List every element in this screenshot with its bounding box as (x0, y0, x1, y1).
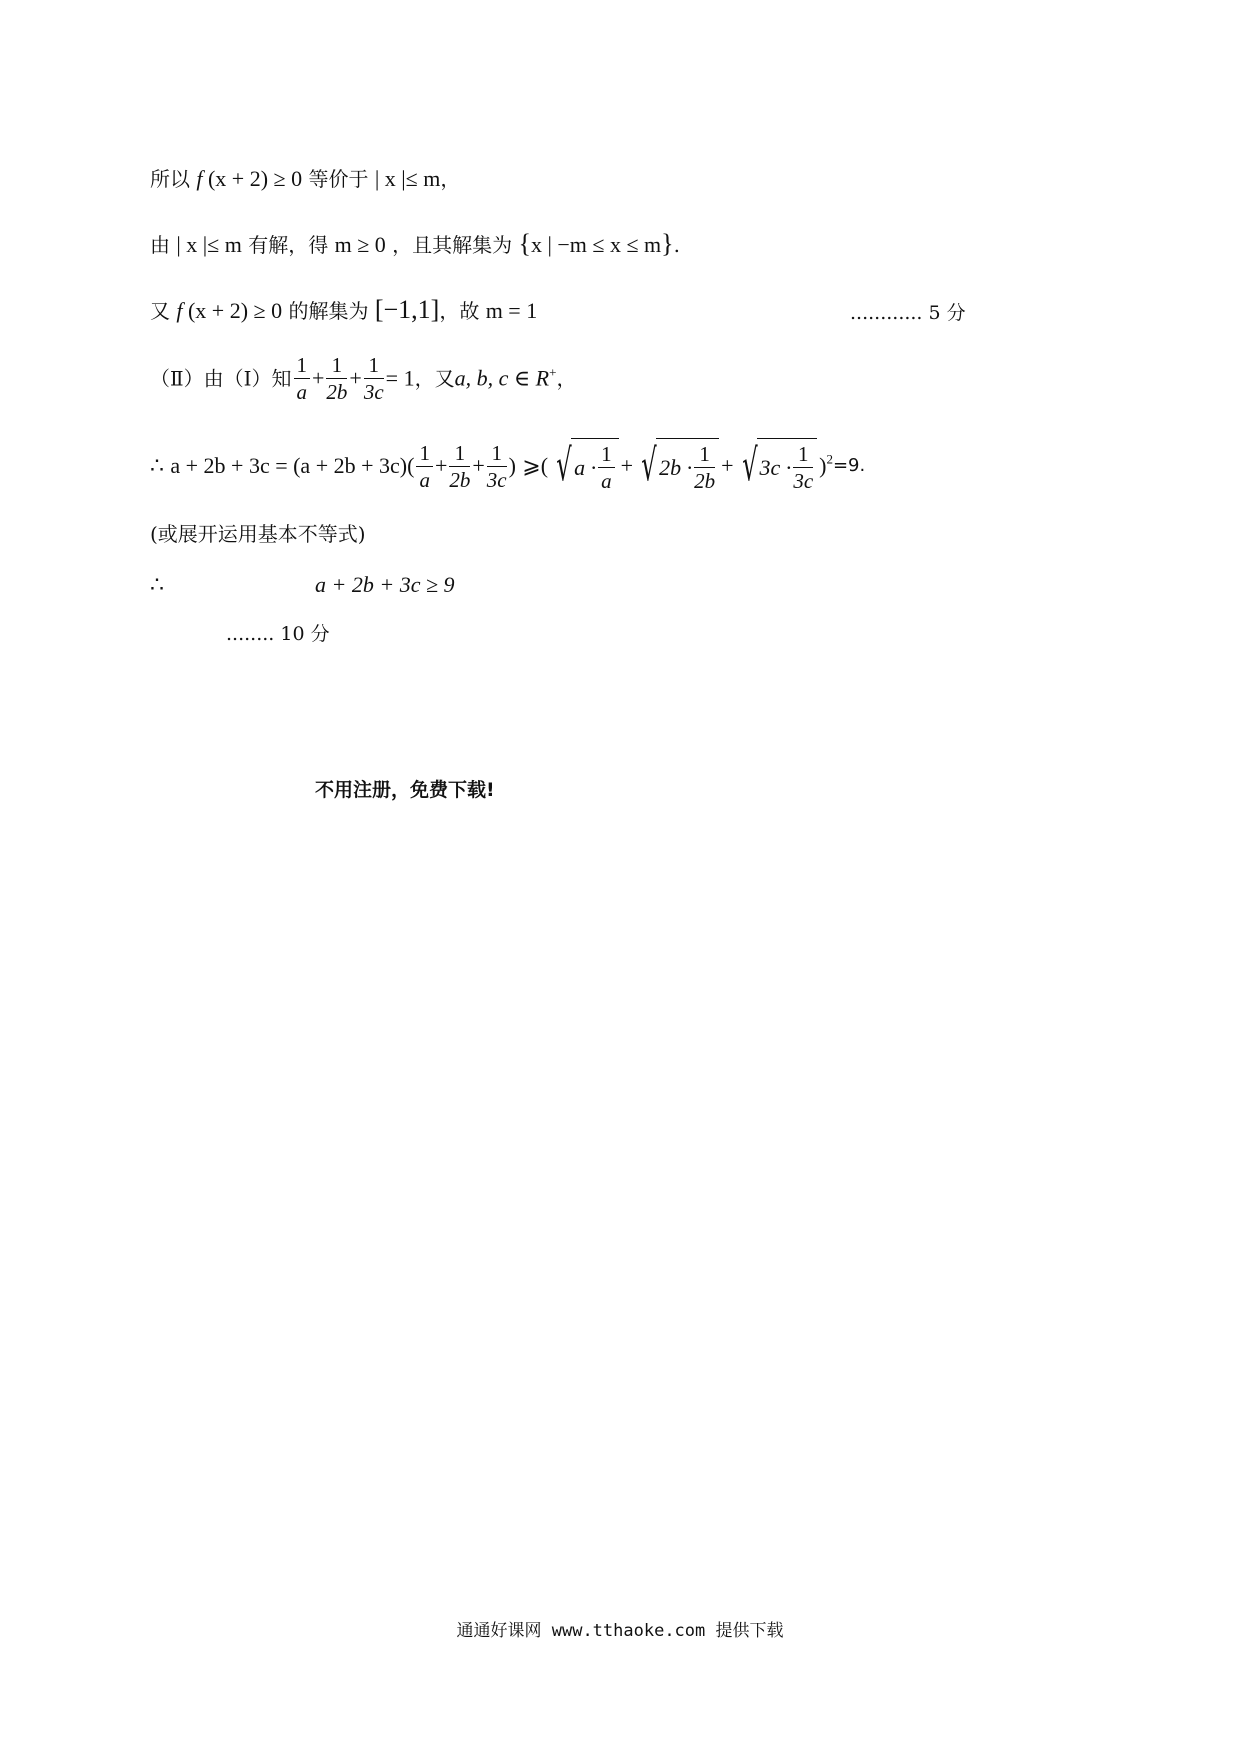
text: ， (556, 366, 577, 391)
fraction (694, 441, 715, 494)
text: 的解集为 (288, 299, 369, 323)
numerator: 1 (694, 441, 715, 468)
denominator: a (296, 380, 307, 404)
math: f (176, 298, 183, 323)
denominator: a (419, 467, 430, 492)
numerator: 1 (487, 440, 507, 467)
brace-open: { (518, 229, 531, 258)
math: (x + 2) ≥ 0 (202, 166, 303, 191)
fraction (416, 440, 433, 493)
fraction (487, 440, 507, 493)
text: . (673, 233, 680, 257)
brace-close: } (661, 229, 674, 258)
sqrt-term-3 (736, 438, 818, 494)
text: 等价于 (308, 167, 369, 191)
numerator: 1 (598, 441, 615, 468)
math: ⩾( (522, 453, 549, 478)
numerator: 1 (326, 352, 347, 379)
therefore-symbol: ∴ (150, 453, 164, 478)
numerator: 1 (793, 441, 813, 468)
math: ) (508, 453, 516, 478)
score-5: ............ 5 分 (850, 302, 966, 324)
text: ，又 (414, 366, 455, 391)
math: m ≥ 0 (334, 232, 386, 257)
radical-sign: √ (556, 440, 572, 491)
line-2 (150, 230, 680, 259)
download-notice: 不用注册，免费下载! (315, 779, 495, 801)
text: ，且其解集为 (392, 233, 513, 257)
fraction (793, 441, 813, 494)
denominator: 3c (363, 380, 384, 404)
math: ) (819, 453, 827, 478)
math: 2b · (659, 454, 693, 480)
math: m = 1 (485, 298, 538, 323)
interval: [−1,1] (374, 295, 440, 324)
math: a · (574, 454, 597, 480)
denominator: 2b (694, 469, 716, 493)
radical-sign: √ (741, 440, 758, 491)
line-3 (150, 296, 537, 325)
radical-sign: √ (641, 440, 657, 491)
text: 所以 (150, 167, 190, 191)
numerator: 1 (294, 352, 311, 379)
math: f (196, 166, 203, 191)
numerator: 1 (416, 440, 433, 467)
footer: 通通好课网 www.tthaoke.com 提供下载 (456, 1621, 784, 1641)
math: = 1 (385, 365, 415, 391)
sqrt-term-2 (635, 438, 719, 494)
line-7-expr (315, 571, 455, 599)
text: 有解，得 (248, 233, 329, 257)
math-set: x | −m ≤ x ≤ m (530, 232, 662, 257)
fraction (449, 440, 470, 493)
op: + (721, 453, 734, 478)
text: =9. (832, 455, 866, 476)
fraction (294, 352, 311, 405)
fraction (326, 352, 347, 405)
op: + (472, 453, 485, 478)
op: + (312, 365, 325, 391)
denominator: a (601, 469, 612, 493)
sqrt-term-1 (550, 438, 619, 494)
therefore-symbol: ∴ (150, 572, 164, 597)
denominator: 3c (486, 467, 507, 492)
op: + (620, 453, 634, 478)
line-7 (150, 571, 164, 599)
text: ，故 (439, 299, 480, 323)
score-10: ........ 10 分 (226, 623, 330, 645)
text: ， (440, 167, 461, 191)
text: 又 (150, 299, 170, 323)
numerator: 1 (364, 352, 384, 379)
superscript: 2 (826, 451, 833, 467)
math: a + 2b + 3c ≥ 9 (315, 572, 455, 597)
fraction (364, 352, 384, 405)
math: a + 2b + 3c = (a + 2b + 3c)( (170, 453, 415, 478)
math: (x + 2) ≥ 0 (182, 298, 283, 323)
math: 3c · (759, 454, 792, 480)
line-6: (或展开运用基本不等式) (150, 522, 366, 546)
denominator: 3c (793, 469, 814, 493)
denominator: 2b (449, 467, 471, 492)
fraction (598, 441, 615, 494)
denominator: 2b (326, 380, 348, 404)
line-4 (150, 352, 576, 405)
text: 由 (150, 233, 170, 257)
math: | x |≤ m (176, 232, 242, 257)
math: | x |≤ m (374, 166, 441, 191)
superscript: + (549, 364, 557, 380)
line-1 (150, 165, 460, 193)
op: + (349, 365, 362, 391)
numerator: 1 (449, 440, 470, 467)
math: a, b, c ∈ R (454, 365, 550, 391)
line-5 (150, 438, 865, 494)
text: （Ⅱ）由（Ⅰ）知 (150, 366, 292, 391)
op: + (434, 453, 448, 478)
